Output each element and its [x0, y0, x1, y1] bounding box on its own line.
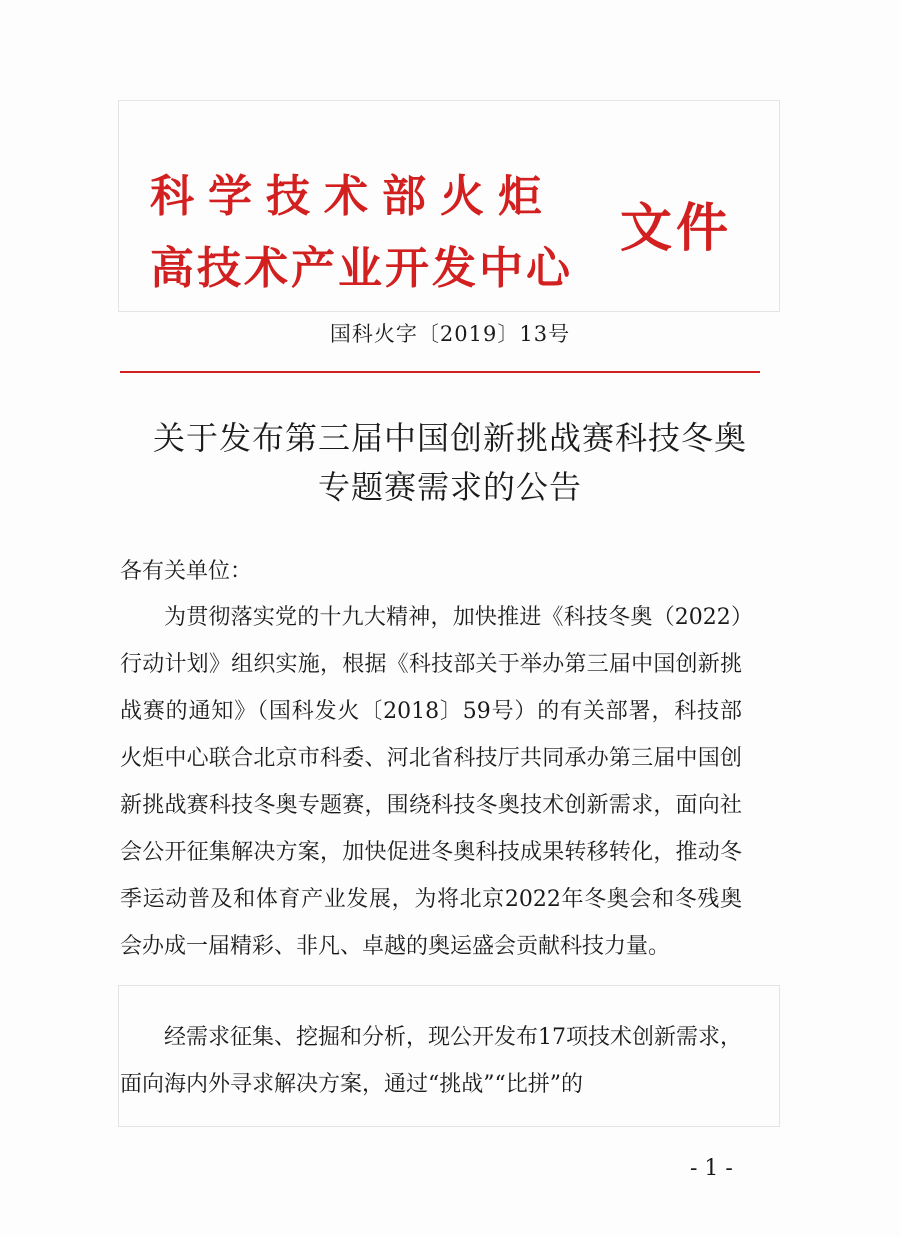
body-paragraph-2: 经需求征集、挖掘和分析，现公开发布17项技术创新需求，面向海内外寻求解决方案，通过“挑战”“比拼”的: [120, 1025, 742, 1097]
issuer-name-line1: 科学技术部火炬: [150, 171, 556, 222]
document-number: 国科火字〔2019〕13号: [329, 322, 571, 346]
issuer-name-line2: 高技术产业开发中心: [150, 243, 573, 294]
document-title-line1: 关于发布第三届中国创新挑战赛科技冬奥: [152, 419, 747, 457]
document-title-line2: 专题赛需求的公告: [317, 468, 582, 506]
issuer-document-suffix: 文件: [620, 198, 733, 259]
page-number: - 1 -: [690, 1156, 733, 1181]
salutation: 各有关单位：: [120, 559, 253, 584]
red-separator-line: [120, 371, 760, 373]
body-paragraph-1: 为贯彻落实党的十九大精神，加快推进《科技冬奥（2022）行动计划》组织实施，根据《科技部关于举办第三届中国创新挑战赛的通知》（国科发火〔2018〕59号）的有关部署，科技部火炬中心联合北京市科委、河北省科技厅共同承办第三届中国创新挑战赛科技冬奥专题赛，围绕科技冬奥技术创新需求，面向社会公开征集解决方案，加快促进冬奥科技成果转移转化，推动冬季运动普及和体育产业发展，为将北京2022年冬奥会和冬残奥会办成一届精彩、非凡、卓越的奥运盛会贡献科技力量。: [120, 605, 742, 959]
